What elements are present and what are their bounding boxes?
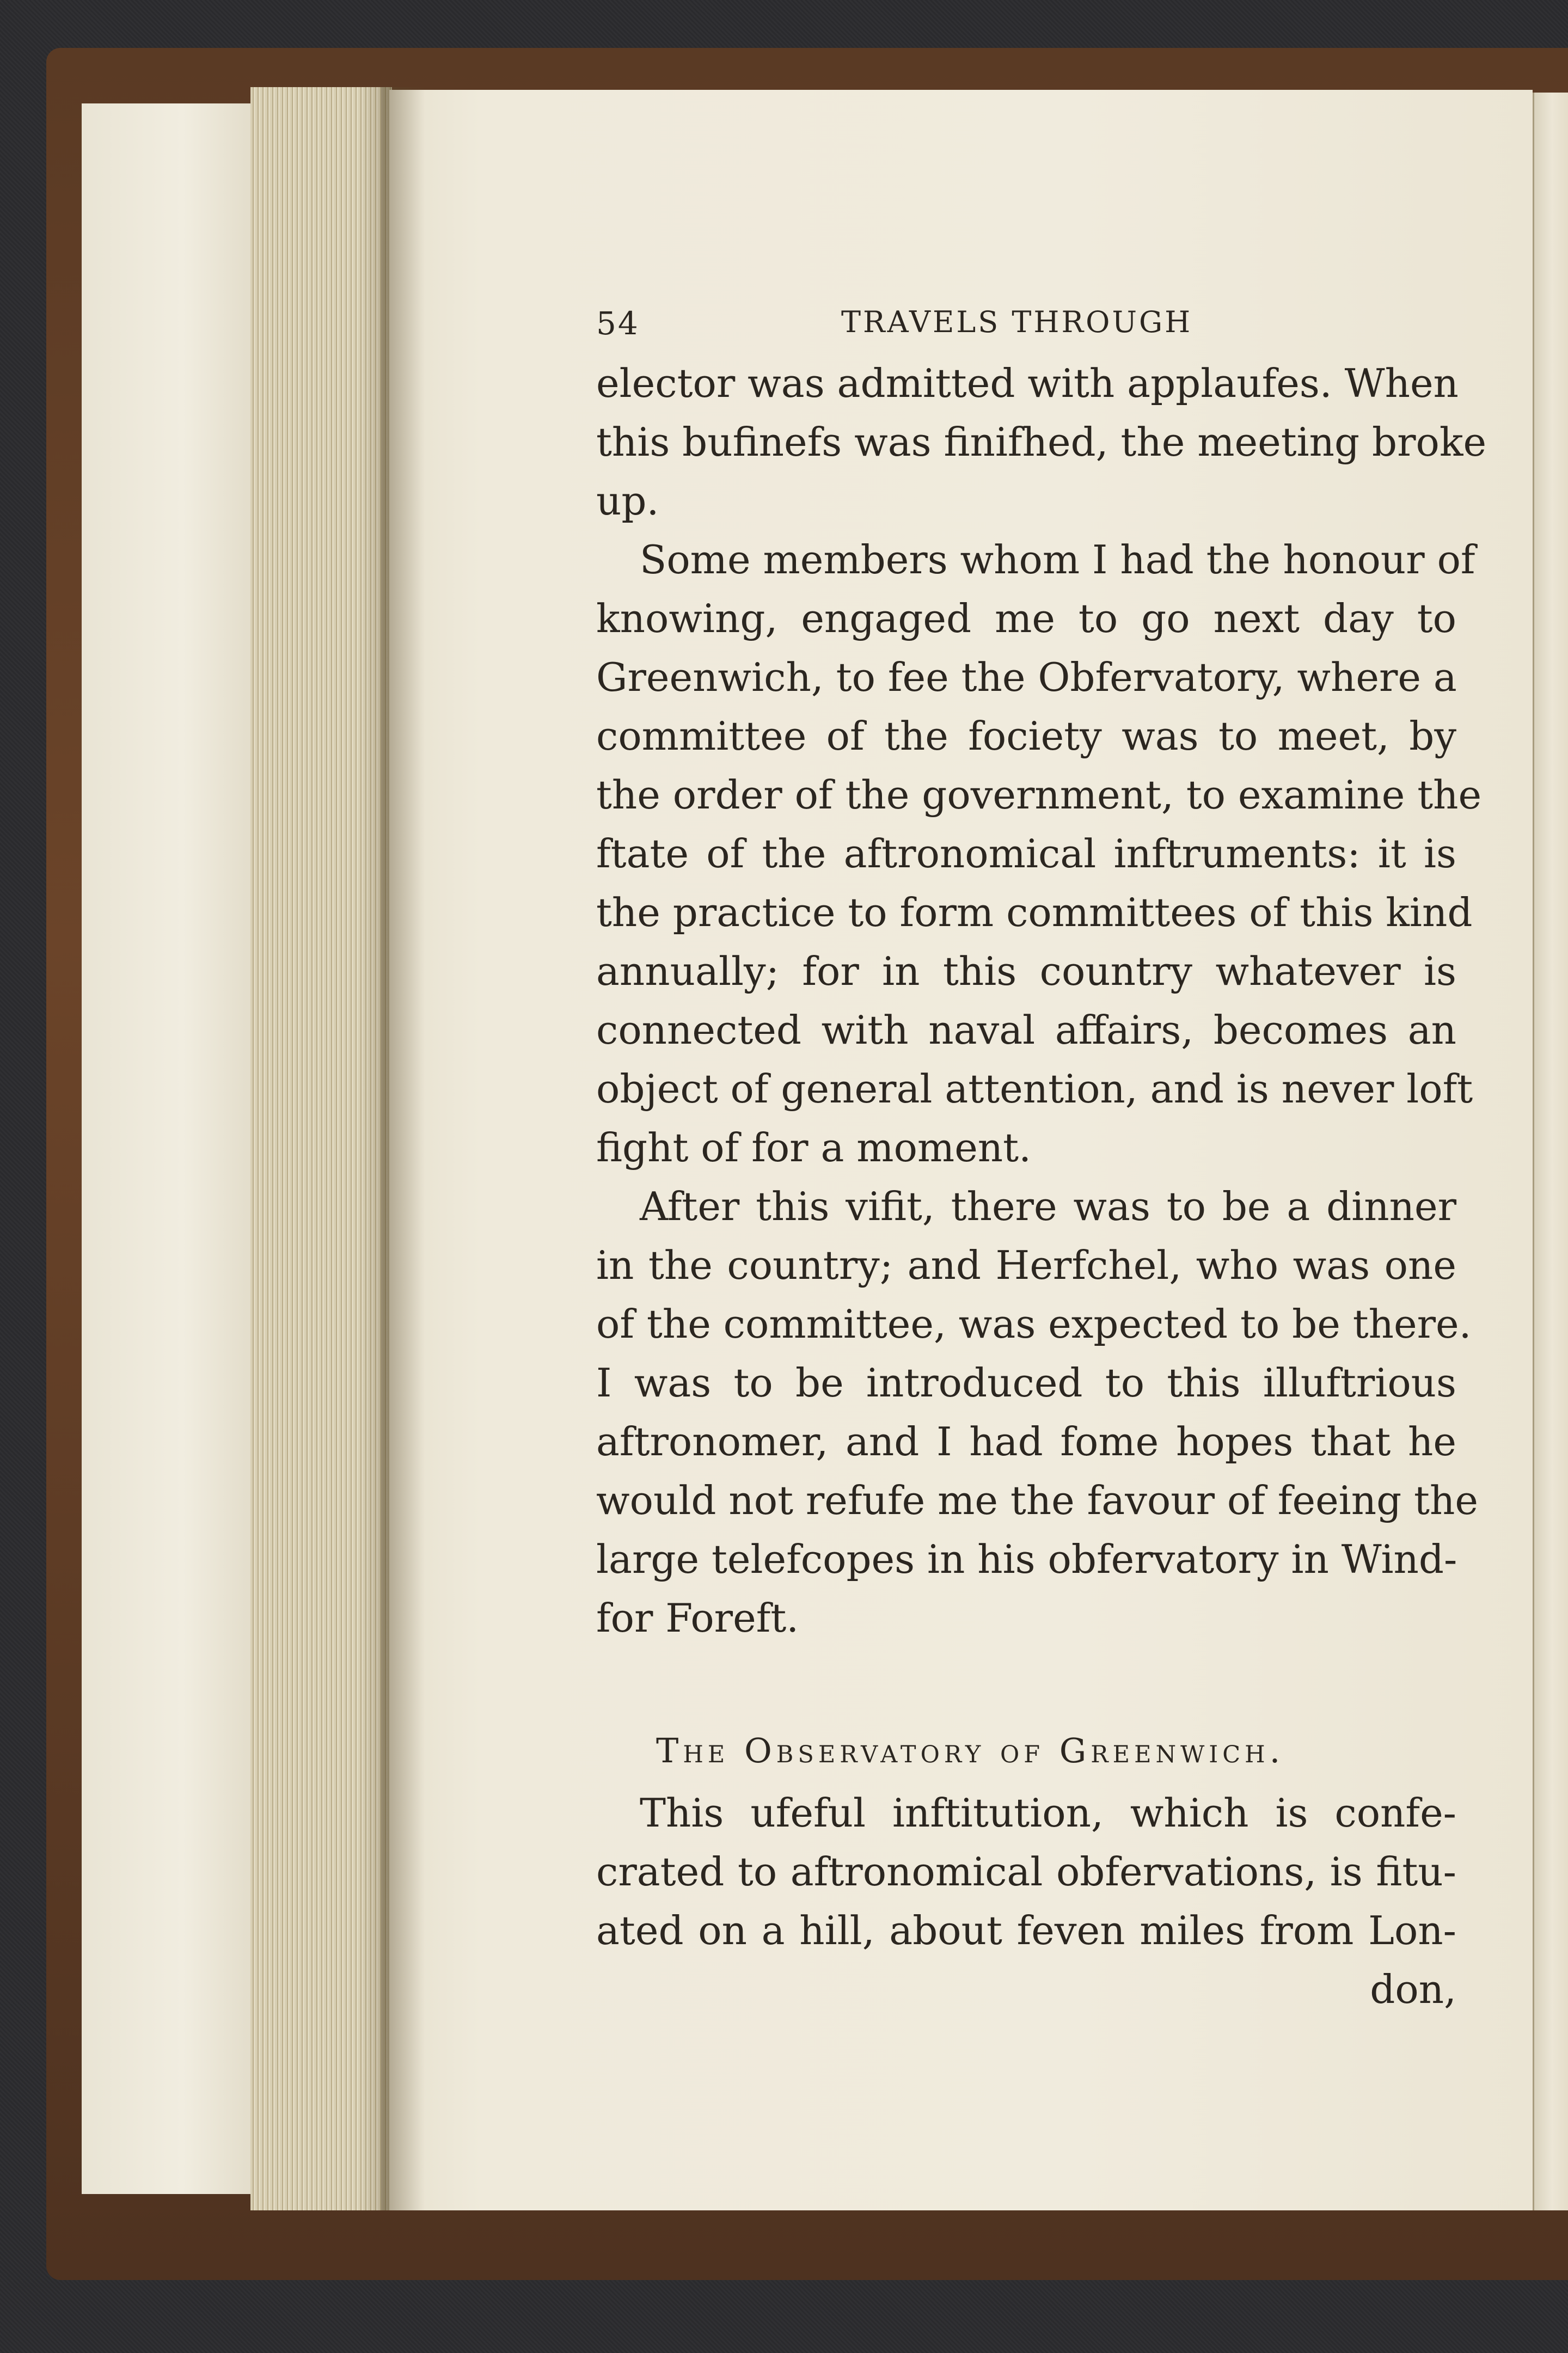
page-edges [250, 87, 392, 2210]
text-line: up. [596, 478, 659, 524]
paragraph-2 [596, 530, 1482, 1177]
text-line: fight of for a moment. [596, 1125, 1031, 1171]
paragraph-4 [596, 1784, 1456, 1960]
text-line: committee of the fociety was to meet, by [596, 713, 1456, 759]
text-line: large telefcopes in his obfervatory in Wind- [596, 1536, 1457, 1582]
text-line: Greenwich, to fee the Obfervatory, where a [596, 654, 1457, 700]
section-heading: The Observatory of Greenwich. [656, 1731, 1285, 1770]
text-line: of the committee, was expected to be there. [596, 1301, 1472, 1347]
text-line: knowing, engaged me to go next day to [596, 596, 1456, 641]
text-line: this bufinefs was finifhed, the meeting broke [596, 419, 1487, 465]
text-line: in the country; and Herfchel, who was one [596, 1242, 1456, 1288]
text-line: the practice to form committees of this kind [596, 890, 1473, 935]
page-text [596, 294, 1487, 2019]
endpaper [82, 103, 250, 2194]
text-line: object of general attention, and is never loft [596, 1066, 1473, 1112]
text-line: crated to aftronomical obfervations, is fitu- [596, 1849, 1456, 1895]
text-line: ftate of the aftronomical inftruments: it is [596, 831, 1456, 877]
text-line: I was to be introduced to this illuftrious [596, 1360, 1456, 1406]
page-number: 54 [596, 305, 640, 342]
text-line: would not refufe me the favour of feeing the [596, 1478, 1478, 1523]
text-line: Some members whom I had the honour of [640, 537, 1475, 583]
next-page-edge [1533, 93, 1568, 2210]
paragraph-1 [596, 354, 1487, 530]
running-title: TRAVELS THROUGH [841, 305, 1193, 339]
catchword: don, [1370, 1966, 1456, 2012]
running-head [596, 294, 1456, 354]
text-line: elector was admitted with applaufes. When [596, 360, 1459, 406]
paragraph-3 [596, 1177, 1478, 1647]
text-line: annually; for in this country whatever is [596, 948, 1456, 994]
text-line: ated on a hill, about feven miles from Lon- [596, 1908, 1456, 1953]
text-line: connected with naval affairs, becomes an [596, 1007, 1456, 1053]
text-line: This ufeful inftitution, which is confe- [640, 1790, 1456, 1836]
gutter-shadow [381, 87, 425, 2210]
text-line: After this vifit, there was to be a dinner [640, 1184, 1456, 1229]
text-line: aftronomer, and I had fome hopes that he [596, 1419, 1456, 1465]
text-line: for Foreft. [596, 1595, 799, 1641]
text-line: the order of the government, to examine the [596, 772, 1482, 818]
